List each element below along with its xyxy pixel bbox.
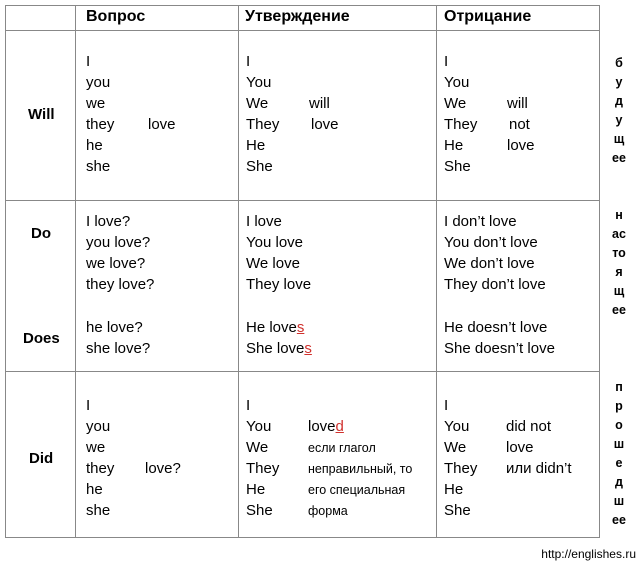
- suffix-s: s: [296, 319, 305, 336]
- phrase: they love?: [86, 276, 155, 293]
- phrase-base: He love: [246, 319, 297, 336]
- does-negation-list: [444, 317, 555, 359]
- phrase-base: She love: [246, 340, 305, 357]
- divider: [5, 30, 600, 31]
- side-label-future: будущее: [612, 56, 626, 165]
- row-label-will: Will: [28, 106, 55, 123]
- pronoun: They: [444, 116, 478, 133]
- will-statement-pronouns: [246, 51, 279, 177]
- did-statement-pronouns: [246, 395, 279, 521]
- side-label-past: прошедшее: [612, 380, 626, 527]
- pronoun: I: [246, 397, 251, 414]
- pronoun: he: [86, 137, 103, 154]
- pronoun: They: [246, 116, 280, 133]
- phrase: They love: [246, 276, 312, 293]
- did-negation-verb: love: [506, 439, 534, 456]
- phrase: We love: [246, 255, 300, 272]
- pronoun: You: [444, 418, 470, 435]
- divider: [436, 5, 437, 538]
- phrase: They don’t love: [444, 276, 546, 293]
- phrase: we love?: [86, 255, 146, 272]
- note-line: неправильный, то: [308, 462, 413, 476]
- pronoun: We: [444, 95, 467, 112]
- pronoun: he: [86, 481, 103, 498]
- pronoun: She: [444, 502, 471, 519]
- note-line: его специальная: [308, 483, 406, 497]
- pronoun: He: [246, 481, 266, 498]
- pronoun: She: [246, 158, 273, 175]
- did-question-pronouns: [86, 395, 114, 521]
- phrase: I don’t love: [444, 213, 517, 230]
- suffix-s: s: [304, 340, 312, 357]
- divider: [5, 200, 600, 201]
- phrase: You love: [246, 234, 303, 251]
- will-negation-verb: love: [507, 137, 535, 154]
- pronoun: They: [246, 460, 280, 477]
- divider: [75, 5, 76, 538]
- pronoun: she: [86, 158, 111, 175]
- phrase: She doesn’t love: [444, 340, 555, 357]
- do-question-list: [86, 211, 154, 295]
- pronoun: you: [86, 418, 111, 435]
- note-line: если глагол: [308, 441, 376, 455]
- did-question-verb: love?: [145, 460, 181, 477]
- pronoun: She: [444, 158, 471, 175]
- pronoun: We: [444, 439, 467, 456]
- phrase: You don’t love: [444, 234, 538, 251]
- source-link[interactable]: http://englishes.ru: [541, 547, 636, 561]
- pronoun: she: [86, 502, 111, 519]
- pronoun: you: [86, 74, 111, 91]
- pronoun: We: [246, 439, 269, 456]
- header-negation: Отрицание: [444, 8, 532, 25]
- pronoun: we: [86, 95, 106, 112]
- pronoun: We: [246, 95, 269, 112]
- pronoun: She: [246, 502, 273, 519]
- pronoun: I: [86, 53, 91, 70]
- side-label-present: настоящее: [612, 208, 626, 317]
- pronoun: He: [246, 137, 266, 154]
- did-negation-aux: did not: [506, 418, 552, 435]
- will-negation-pronouns: [444, 51, 477, 177]
- pronoun: They: [444, 460, 478, 477]
- divider: [238, 5, 239, 538]
- note-line: форма: [308, 504, 348, 518]
- will-negation-aux: will: [507, 95, 528, 112]
- header-statement: Утверждение: [245, 8, 350, 25]
- does-statement-list: [246, 317, 312, 359]
- verb-base: love: [308, 418, 336, 435]
- does-question-list: [86, 317, 150, 359]
- phrase: [246, 317, 312, 338]
- row-label-do: Do: [31, 225, 51, 242]
- did-negation-pronouns: [444, 395, 477, 521]
- phrase: she love?: [86, 340, 151, 357]
- pronoun: You: [246, 74, 272, 91]
- did-negation-alt: или didn’t: [506, 460, 572, 477]
- phrase: you love?: [86, 234, 151, 251]
- will-question-verb: love: [148, 116, 176, 133]
- pronoun: He: [444, 137, 464, 154]
- pronoun: I: [86, 397, 91, 414]
- did-statement-note: [308, 438, 412, 522]
- pronoun: they: [86, 460, 115, 477]
- phrase: He doesn’t love: [444, 319, 548, 336]
- pronoun: I: [444, 397, 449, 414]
- phrase: We don’t love: [444, 255, 535, 272]
- pronoun: they: [86, 116, 115, 133]
- divider: [5, 371, 600, 372]
- will-negation-not: not: [509, 116, 530, 133]
- did-statement-verb: [308, 416, 344, 437]
- row-label-does: Does: [23, 330, 60, 347]
- pronoun: You: [246, 418, 272, 435]
- pronoun: I: [444, 53, 449, 70]
- will-statement-verb: love: [311, 116, 339, 133]
- do-statement-list: [246, 211, 311, 295]
- pronoun: I: [246, 53, 251, 70]
- will-statement-aux: will: [309, 95, 330, 112]
- suffix-d: d: [335, 418, 344, 435]
- will-question-pronouns: [86, 51, 114, 177]
- do-negation-list: [444, 211, 546, 295]
- header-question: Вопрос: [86, 8, 146, 25]
- phrase: I love: [246, 213, 282, 230]
- pronoun: we: [86, 439, 106, 456]
- pronoun: He: [444, 481, 464, 498]
- row-label-did: Did: [29, 450, 54, 467]
- phrase: I love?: [86, 213, 131, 230]
- phrase: he love?: [86, 319, 143, 336]
- pronoun: You: [444, 74, 470, 91]
- phrase: [246, 338, 312, 359]
